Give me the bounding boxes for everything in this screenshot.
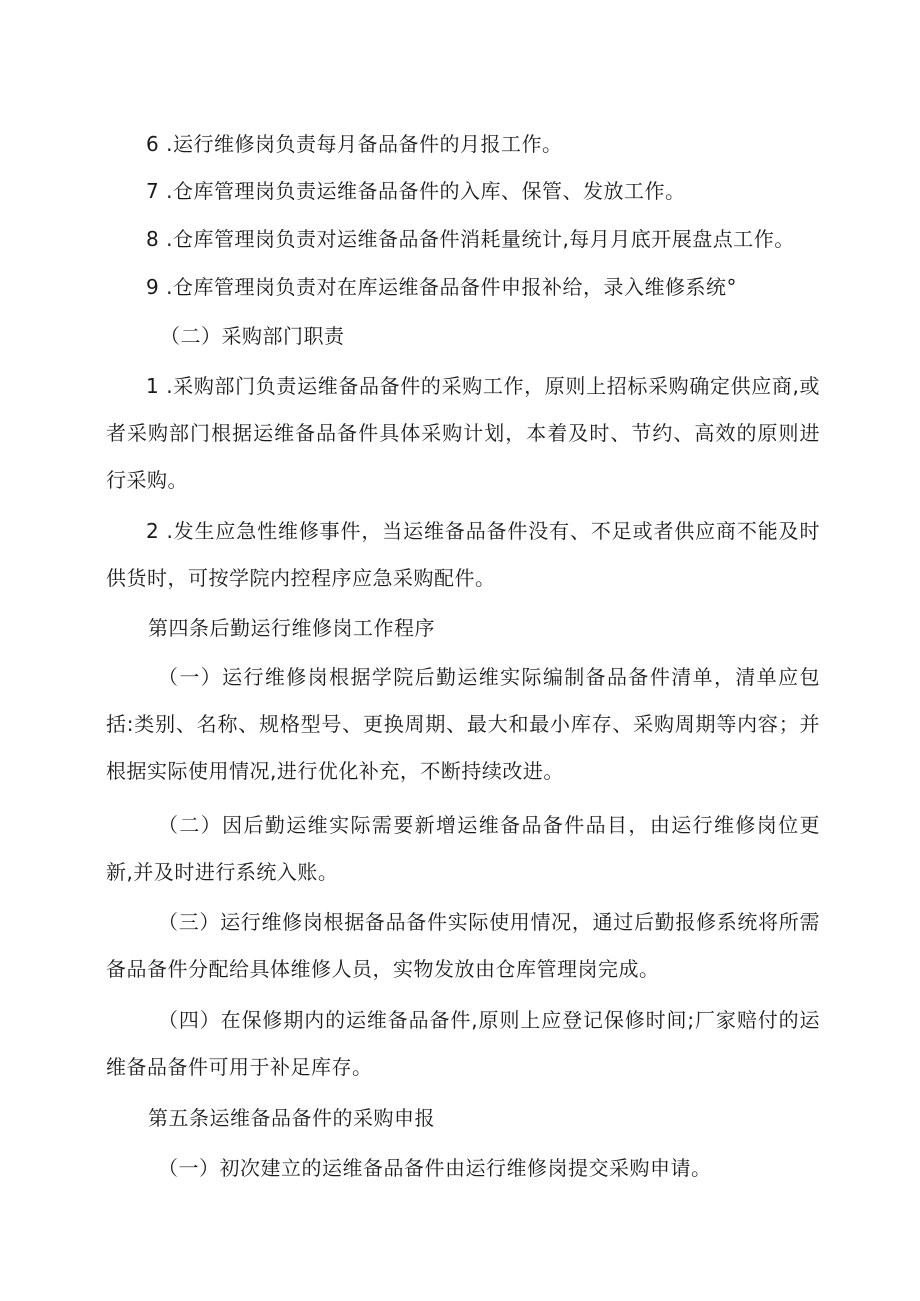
article-4-heading: 第四条后勤运行维修岗工作程序 [148,616,435,640]
clause-7-item: 7 .仓库管理岗负责运维备品备件的入库、保管、发放工作。 [146,179,686,203]
article-4-item-1: （一）运行维修岗根据学院后勤运维实际编制备品备件清单，清单应包括:类别、名称、规格型号、更换周期、最大和最小库存、采购周期等内容；并根据实际使用情况,进行优化补充，不断持续改进。 [106,665,820,783]
article-4-item-3: （三）运行维修岗根据备品备件实际使用情况，通过后勤报修系统将所需备品备件分配给具体维修人员，实物发放由仓库管理岗完成。 [106,910,820,981]
purchasing-item-1: 1 .采购部门负责运维备品备件的采购工作，原则上招标采购确定供应商,或者采购部门根据运维备品备件具体采购计划，本着及时、节约、高效的原则进行采购。 [106,374,820,492]
article-4-item-2: （二）因后勤运维实际需要新增运维备品备件品目，由运行维修岗位更新,并及时进行系统入账。 [106,813,820,884]
article-5-item-1: （一）初次建立的运维备品备件由运行维修岗提交采购申请。 [158,1156,712,1180]
article-4-item-4: （四）在保修期内的运维备品备件,原则上应登记保修时间;厂家赔付的运维备品备件可用于补足库存。 [106,1008,820,1079]
purchasing-item-2: 2 .发生应急性维修事件，当运维备品备件没有、不足或者供应商不能及时供货时，可按学院内控程序应急采购配件。 [106,519,820,590]
section-heading-purchasing-duties: （二）采购部门职责 [160,324,345,348]
clause-6-item: 6 .运行维修岗负责每月备品备件的月报工作。 [146,132,563,156]
article-5-heading: 第五条运维备品备件的采购申报 [148,1106,435,1130]
clause-8-item: 8 .仓库管理岗负责对运维备品备件消耗量统计,每月月底开展盘点工作。 [146,227,795,251]
clause-9-item: 9 .仓库管理岗负责对在库运维备品备件申报补给，录入维修系统° [146,275,737,299]
